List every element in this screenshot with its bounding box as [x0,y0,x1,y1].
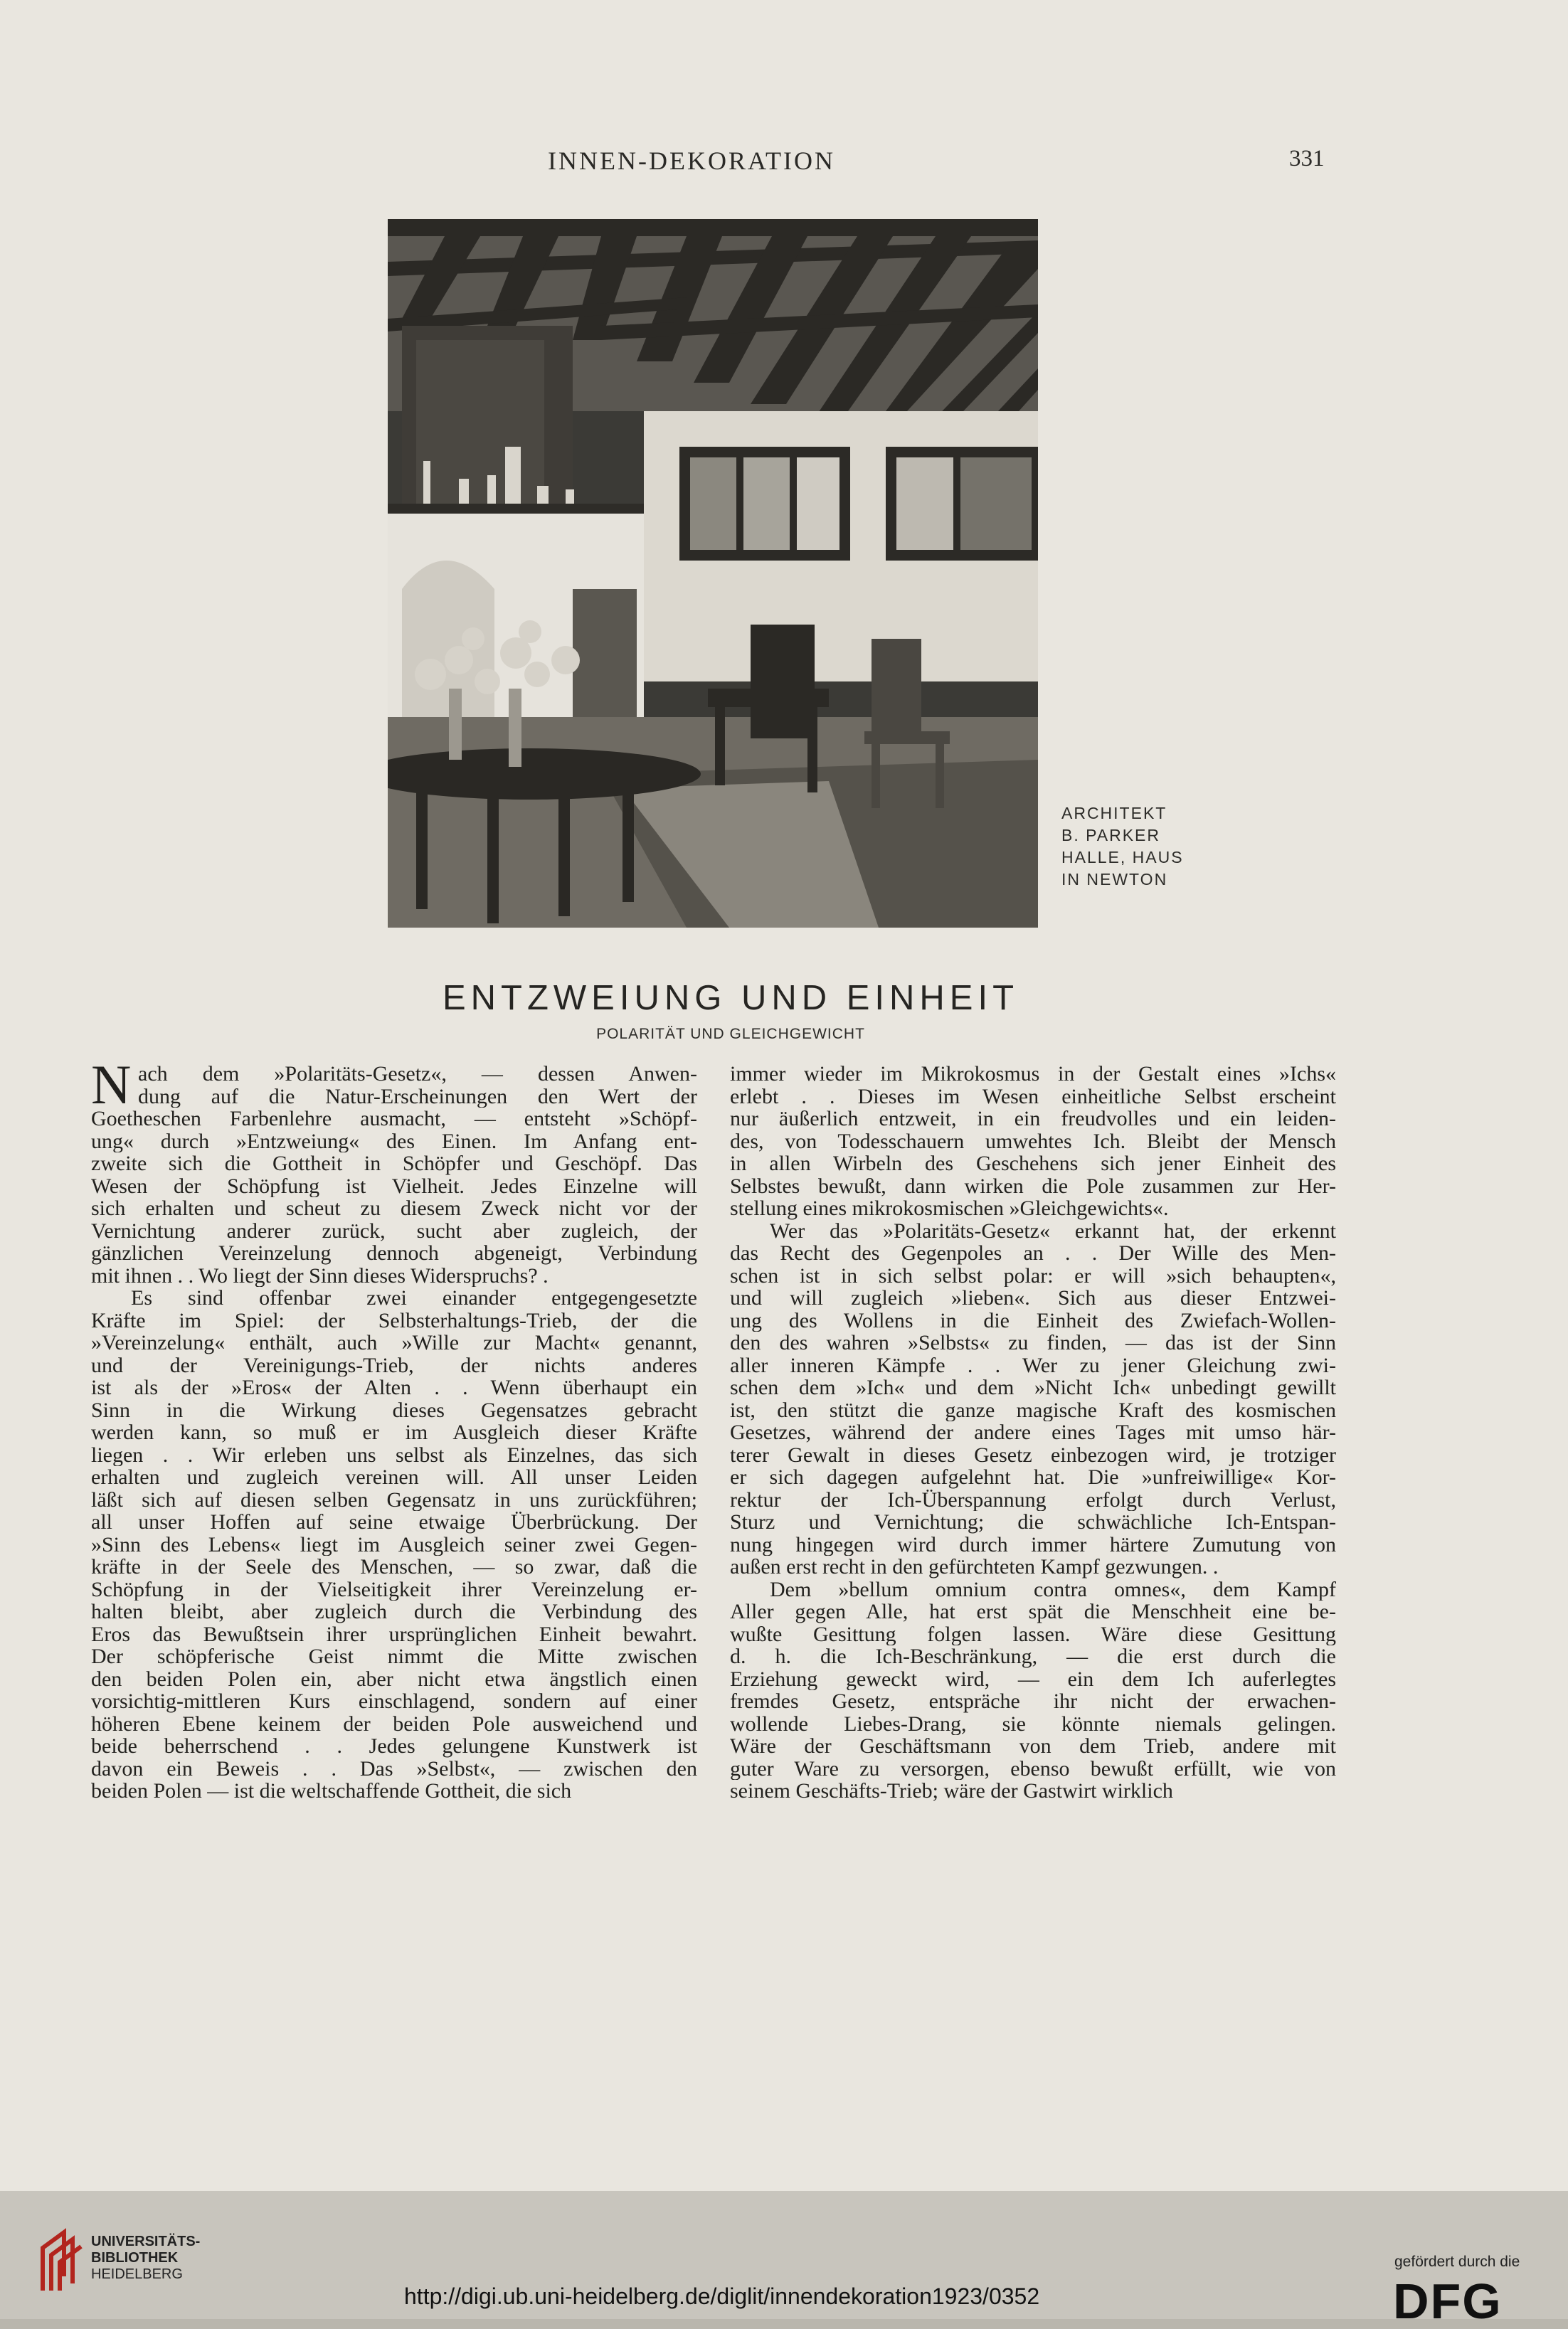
text-line: dung auf die Natur-Erscheinungen den Wert der [138,1085,697,1108]
text-line: Sinn in die Wirkung dieses Gegensatzes gebracht [91,1399,697,1421]
text-line: höheren Ebene keinem der beiden Pole ausweichend und [91,1712,697,1735]
text-line: Goetheschen Farbenlehre ausmacht, — entsteht »Schöpf- [91,1108,697,1130]
source-url-link[interactable]: http://digi.ub.uni-heidelberg.de/diglit/innendekoration1923/0352 [404,2283,1040,2309]
text-line: ach dem »Polaritäts-Gesetz«, — dessen Anwen- [138,1063,697,1086]
text-line: fremdes Gesetz, entspräche ihr nicht der erwachen- [730,1690,1336,1713]
text-line: ung« durch »Entzweiung« des Einen. Im Anfang ent- [91,1130,697,1152]
text-line: immer wieder im Mikrokosmus in der Gestalt eines »Ichs« [730,1063,1336,1086]
text-line: all unser Hoffen auf seine etwaige Überbrückung. Der [91,1511,697,1534]
library-name [91,2234,200,2283]
text-line: Sturz und Vernichtung; die schwächliche Ich-Entspan- [730,1511,1336,1534]
text-line: Aller gegen Alle, hat erst spät die Menschheit eine be- [730,1601,1336,1623]
text-line: Schöpfung in der Vielseitigkeit ihrer Vereinzelung er- [91,1578,697,1601]
page-number: 331 [1289,146,1325,171]
text-line: erhalten und zugleich vereinen will. All unser Leiden [91,1466,697,1489]
text-line: gänzlichen Vereinzelung dennoch abgeneigt, Verbindung [91,1242,697,1265]
library-line: UNIVERSITÄTS- [91,2234,201,2249]
text-line: nur äußerlich entzweit, in ein freudvolles und ein leiden- [730,1108,1336,1130]
text-line: des, von Todesschauern umwehtes Ich. Bleibt der Mensch [730,1130,1336,1152]
interior-photo [388,219,1038,928]
running-title: INNEN-DEKORATION [548,147,835,175]
text-line: seinem Geschäfts-Trieb; wäre der Gastwirt wirklich [730,1780,1173,1803]
text-line: »Sinn des Lebens« liegt im Ausgleich seiner zwei Gegen- [91,1533,697,1556]
text-line: den des wahren »Selbsts« zu finden, — das ist der Sinn [730,1332,1336,1354]
text-line: guter Ware zu versorgen, ebenso bewußt erfüllt, wie von [730,1757,1336,1780]
text-line: Eros das Bewußtsein ihrer ursprünglichen Einheit bewahrt. [91,1623,697,1645]
left-column [91,1063,697,1803]
text-line: und will zugleich »lieben«. Sich aus dieser Entzwei- [730,1287,1336,1310]
text-line: ung des Wollens in die Einheit des Zwiefach-Wollen- [730,1309,1336,1332]
text-line: davon ein Beweis . . Das »Selbst«, — zwischen den [91,1757,697,1780]
text-line: wollende Liebes-Drang, sie könnte niemals gelingen. [730,1712,1336,1735]
text-line: Der schöpferische Geist nimmt die Mitte zwischen [91,1645,697,1668]
text-line: erlebt . . Dieses im Wesen einheitliche Selbst erscheint [730,1085,1336,1108]
text-line: Wesen der Schöpfung ist Vielheit. Jedes Einzelne will [91,1174,697,1197]
text-line: das Recht des Gegenpoles an . . Der Wille des Men- [730,1242,1336,1265]
text-line: Gesetzes, während der andere eines Tages mit umso här- [730,1421,1336,1444]
text-line: Selbstes bewußt, dann wirken die Pole zusammen zur Her- [730,1174,1336,1197]
photo-caption [1061,802,1218,891]
library-logo-icon [36,2227,87,2295]
text-line: stellung eines mikrokosmischen »Gleichgewichts«. [730,1197,1169,1220]
caption-line: IN NEWTON [1061,870,1168,888]
text-line: außen erst recht in den gefürchteten Kampf gezwungen. . [730,1556,1219,1579]
text-line: ist als der »Eros« der Alten . . Wenn überhaupt ein [91,1376,697,1399]
text-line: mit ihnen . . Wo liegt der Sinn dieses Widerspruchs? . [91,1264,549,1287]
text-line: halten bleibt, aber zugleich durch die Verbindung des [91,1601,697,1623]
text-line: vorsichtig-mittleren Kurs einschlagend, sondern auf einer [91,1690,697,1713]
text-line: sich erhalten und scheut zu diesem Zweck nicht vor der [91,1197,697,1220]
dfg-logo: DFG [1393,2274,1503,2329]
funded-by-text: gefördert durch die [1394,2254,1520,2270]
text-line: Vernichtung anderer zurück, sucht aber zugleich, der [91,1219,697,1242]
text-line: beiden Polen — ist die weltschaffende Gottheit, die sich [91,1780,572,1803]
text-line: den beiden Polen ein, aber nicht etwa ängstlich einen [91,1667,697,1690]
right-column [730,1063,1336,1803]
article-subtitle: POLARITÄT UND GLEICHGEWICHT [596,1026,865,1042]
text-line: Wer das »Polaritäts-Gesetz« erkannt hat, der erkennt [770,1219,1336,1242]
text-line: läßt sich auf diesen selben Gegensatz in uns zurückführen; [91,1488,697,1511]
text-line: Erziehung geweckt wird, — ein dem Ich auferlegtes [730,1667,1336,1690]
text-line: werden kann, so muß er im Ausgleich dieser Kräfte [91,1421,697,1444]
text-line: »Vereinzelung« enthält, auch »Wille zur Macht« genannt, [91,1332,697,1354]
text-line: Es sind offenbar zwei einander entgegengesetzte [131,1287,697,1310]
library-line: BIBLIOTHEK [91,2250,179,2266]
drop-cap: N [91,1054,132,1115]
text-line: liegen . . Wir erleben uns selbst als Einzelnes, das sich [91,1443,697,1466]
text-line: rektur der Ich-Überspannung erfolgt durch Verlust, [730,1488,1336,1511]
running-head [0,146,1568,174]
text-line: zweite sich die Gottheit in Schöpfer und Geschöpf. Das [91,1152,697,1175]
text-line: wußte Gesittung folgen lassen. Wäre diese Gesittung [730,1623,1336,1645]
text-line: er sich dagegen aufgelehnt hat. Die »unfreiwillige« Kor- [730,1466,1336,1489]
text-line: kräfte in der Seele des Menschen, — so zwar, daß die [91,1556,697,1579]
text-line: Dem »bellum omnium contra omnes«, dem Kampf [770,1578,1336,1601]
article-title: ENTZWEIUNG UND EINHEIT [442,979,1019,1017]
text-line: schen dem »Ich« und dem »Nicht Ich« unbedingt gewillt [730,1376,1336,1399]
caption-line: HALLE, HAUS [1061,848,1184,866]
text-line: in allen Wirbeln des Geschehens sich jener Einheit des [730,1152,1336,1175]
text-line: Wäre der Geschäftsmann von dem Trieb, andere mit [730,1735,1336,1758]
text-line: und der Vereinigungs-Trieb, der nichts anderes [91,1354,697,1376]
text-line: terer Gewalt in dieses Gesetz einbezogen wird, je trotziger [730,1443,1336,1466]
text-line: beide beherrschend . . Jedes gelungene Kunstwerk ist [91,1735,697,1758]
text-line: d. h. die Ich-Beschränkung, — die erst durch die [730,1645,1336,1668]
text-line: Kräfte im Spiel: der Selbsterhaltungs-Trieb, der die [91,1309,697,1332]
footer [0,2191,1568,2329]
caption-line: B. PARKER [1061,826,1160,844]
text-line: aller inneren Kämpfe . . Wer zu jener Gleichung zwi- [730,1354,1336,1376]
library-line: HEIDELBERG [91,2266,183,2282]
text-line: nung hingegen wird durch immer härtere Zumutung von [730,1533,1336,1556]
text-line: schen ist in sich selbst polar: er will »sich behaupten«, [730,1264,1336,1287]
text-line: ist, den stützt die ganze magische Kraft des kosmischen [730,1399,1336,1421]
caption-line: ARCHITEKT [1061,804,1167,822]
